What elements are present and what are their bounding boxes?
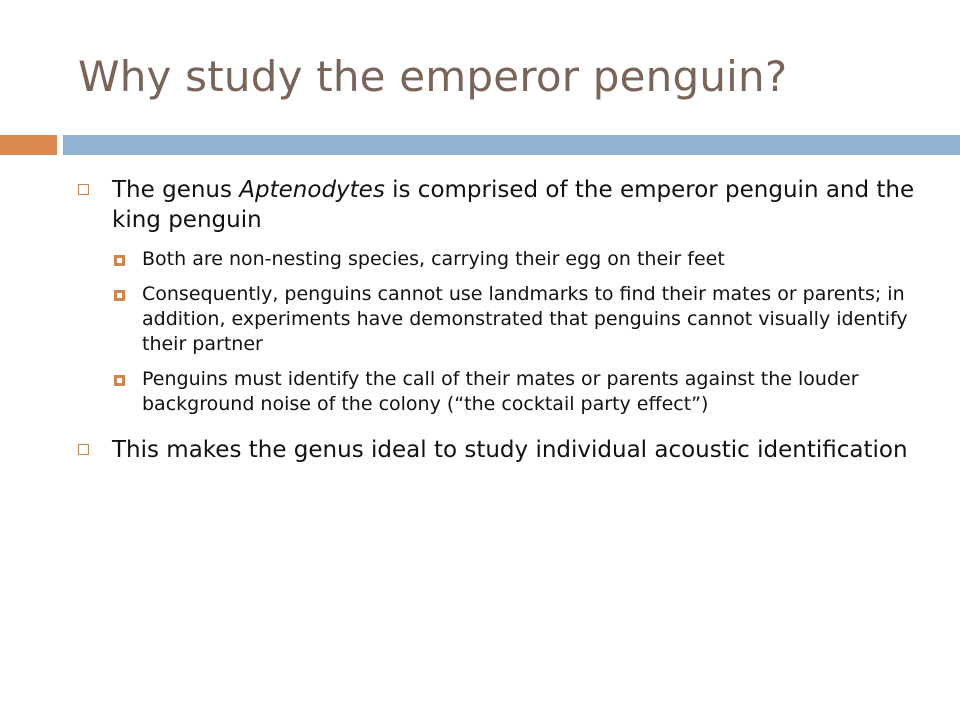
hollow-square-bullet-icon bbox=[78, 184, 89, 195]
bullet-text-pre: The genus bbox=[112, 177, 240, 203]
bullet-level2 bbox=[72, 247, 932, 272]
bullet-level1 bbox=[72, 175, 932, 235]
bullet-text-italic-genus: Aptenodytes bbox=[239, 177, 385, 203]
bullet-level2 bbox=[72, 282, 932, 357]
bullet-text: Both are non-nesting species, carrying their egg on their feet bbox=[142, 248, 725, 270]
hollow-square-bullet-icon bbox=[78, 444, 89, 455]
bullet-text-post: is comprised of the emperor penguin and the king penguin bbox=[112, 177, 915, 233]
bullet-text: Consequently, penguins cannot use landmarks to find their mates or parents; in addition, experiments have demonstrated that penguins cannot visually identify their partner bbox=[142, 283, 908, 355]
filled-square-bullet-icon bbox=[114, 375, 125, 386]
title-rule-accent-right bbox=[63, 135, 960, 155]
slide-title: Why study the emperor penguin? bbox=[78, 52, 788, 101]
filled-square-bullet-icon bbox=[114, 290, 125, 301]
filled-square-bullet-icon bbox=[114, 255, 125, 266]
title-rule-accent-left bbox=[0, 135, 57, 155]
bullet-level2 bbox=[72, 367, 932, 417]
bullet-level1 bbox=[72, 435, 932, 465]
bullet-text: Penguins must identify the call of their mates or parents against the louder background noise of the colony (“the cocktail party effect”) bbox=[142, 368, 859, 415]
slide-content bbox=[72, 175, 932, 477]
bullet-text: This makes the genus ideal to study individual acoustic identification bbox=[112, 437, 908, 463]
